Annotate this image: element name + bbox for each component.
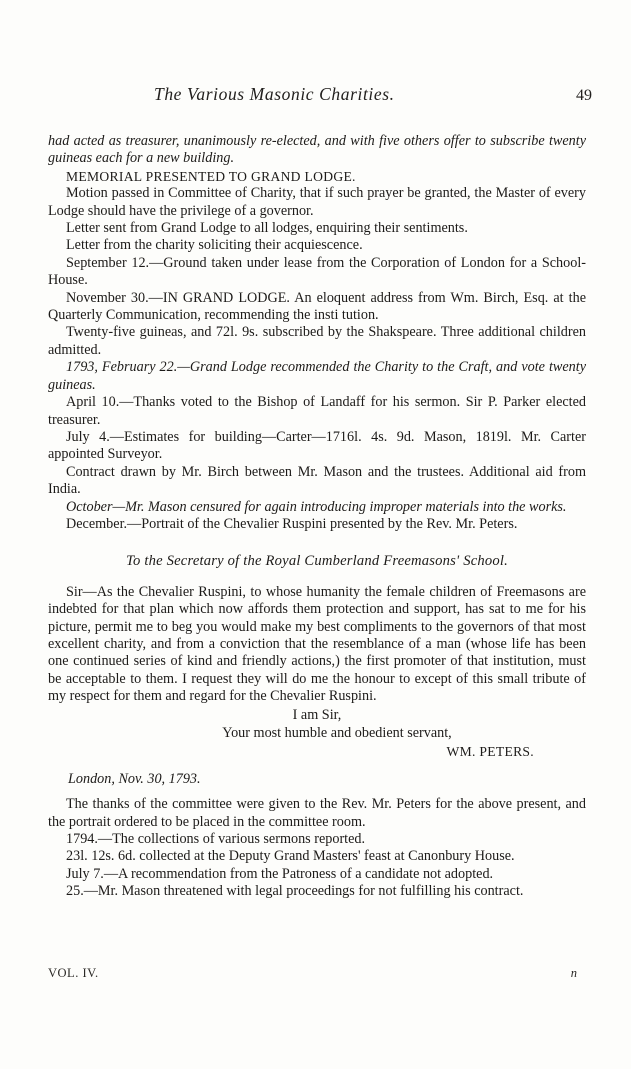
letter-closing-1: I am Sir,	[292, 706, 342, 723]
paragraph-letter-sent: Letter sent from Grand Lodge to all lodges, enquiring their sentiments.	[66, 220, 468, 237]
signature-mark: n	[570, 966, 577, 980]
paragraph-continuation: had acted as treasurer, unanimously re-elected, and with five others offer to subscribe twenty guineas each for a new building.	[48, 133, 586, 167]
paragraph-november-30: November 30.—IN GRAND LODGE. An eloquent address from Wm. Birch, Esq. at the Quarterly Communication, recommending the insti tution.	[48, 289, 586, 324]
page-footer	[48, 966, 587, 981]
page-content	[44, 84, 592, 901]
paragraph-september-12: September 12.—Ground taken under lease from the Corporation of London for a School-House.	[48, 254, 586, 289]
paragraph-motion: Motion passed in Committee of Charity, that if such prayer be granted, the Master of every Lodge should have the privilege of a governor.	[48, 185, 586, 219]
body-text	[44, 133, 592, 901]
letter-heading: To the Secretary of the Royal Cumberland Freemasons' School.	[126, 553, 508, 570]
paragraph-july-4: July 4.—Estimates for building—Carter—1716l. 4s. 9d. Mason, 1819l. Mr. Carter appointed Surveyor.	[48, 428, 586, 463]
letter-signature: WM. PETERS.	[446, 744, 534, 760]
paragraph-april-10: April 10.—Thanks voted to the Bishop of Landaff for his sermon. Sir P. Parker elected treasurer.	[48, 394, 586, 428]
page-number: 49	[576, 87, 592, 104]
paragraph-contract-drawn: Contract drawn by Mr. Birch between Mr. Mason and the trustees. Additional aid from India.	[48, 463, 586, 498]
paragraph-canonbury-house: 23l. 12s. 6d. collected at the Deputy Grand Masters' feast at Canonbury House.	[66, 848, 515, 865]
letter-closing-2: Your most humble and obedient servant,	[222, 725, 452, 741]
letter-place-date: London, Nov. 30, 1793.	[68, 770, 201, 787]
paragraph-december: December.—Portrait of the Chevalier Ruspini presented by the Rev. Mr. Peters.	[66, 515, 518, 532]
running-title: The Various Masonic Charities.	[154, 84, 395, 104]
volume-label: VOL. IV.	[48, 966, 99, 980]
paragraph-25-mr-mason: 25.—Mr. Mason threatened with legal proceedings for not fulfilling his contract.	[66, 883, 524, 900]
paragraph-twentyfive-guineas: Twenty-five guineas, and 72l. 9s. subscribed by the Shakspeare. Three additional children admitted.	[48, 324, 586, 358]
paragraph-1793-february: 1793, February 22.—Grand Lodge recommended the Charity to the Craft, and vote twenty guineas.	[48, 359, 586, 393]
paragraph-july-7: July 7.—A recommendation from the Patroness of a candidate not adopted.	[66, 865, 494, 882]
letter-body: Sir—As the Chevalier Ruspini, to whose humanity the female children of Freemasons are indebted for that plan which now affords them protection and support, has sat to me for his picture, permit me to beg you would make my best compliments to the governors of that most excellent charity, and from a conviction that the resemblance of a man (whose life has been one continued series of kind and friendly actions,) the first promoter of that institution, must be acceptable to them. I request they will do me the honour to except of this small tribute of my respect for them and regard for the Chevalier Ruspini.	[48, 583, 586, 705]
paragraph-october: October—Mr. Mason censured for again introducing improper materials into the works.	[66, 498, 567, 515]
paragraph-thanks-of-committee: The thanks of the committee were given to the Rev. Mr. Peters for the above present, and the portrait ordered to be placed in the committee room.	[48, 796, 586, 830]
paragraph-1794-collections: 1794.—The collections of various sermons reported.	[66, 831, 366, 848]
page-header	[44, 84, 592, 105]
paragraph-letter-charity: Letter from the charity soliciting their acquiescence.	[66, 237, 363, 254]
paragraph-memorial-heading: MEMORIAL PRESENTED TO GRAND LODGE.	[66, 168, 356, 184]
